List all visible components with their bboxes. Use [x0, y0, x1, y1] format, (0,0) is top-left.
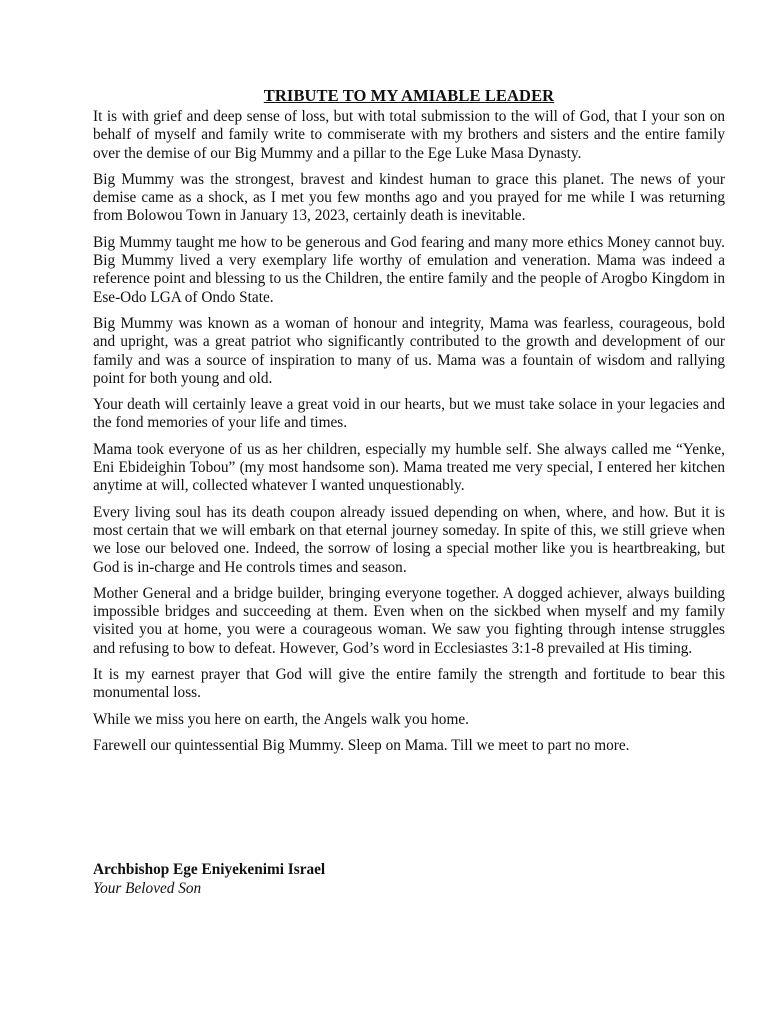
paragraph-prayer: It is my earnest prayer that God will give the entire family the strength and fortitude to bear this monumental loss. [93, 666, 725, 702]
paragraph-death-coupon: Every living soul has its death coupon already issued depending on when, where, and how. But it is most certain that we will embark on that eternal journey someday. In spite of this, we still grieve when we lose our beloved one. Indeed, the sorrow of losing a special mother like you is heartbreaking, but God is in-charge and He controls times and season. [93, 503, 725, 576]
signature-role: Your Beloved Son [93, 879, 202, 897]
paragraph-farewell: Farewell our quintessential Big Mummy. Sleep on Mama. Till we meet to part no more. [93, 736, 630, 754]
paragraph-honour: Big Mummy was known as a woman of honour and integrity, Mama was fearless, courageous, bold and upright, was a great patriot who significantly contributed to the growth and development of our family and was a source of inspiration to many of us. Mama was a fountain of wisdom and rallying point for both young and old. [93, 314, 725, 387]
document-title: TRIBUTE TO MY AMIABLE LEADER [263, 86, 555, 105]
paragraph-strongest: Big Mummy was the strongest, bravest and kindest human to grace this planet. The news of your demise came as a shock, as I met you few months ago and you prayed for me while I was returning from Bolowou Town in January 13, 2023, certainly death is inevitable. [93, 170, 725, 225]
paragraph-angels: While we miss you here on earth, the Angels walk you home. [93, 710, 469, 728]
signature-block [93, 861, 325, 898]
signature-name: Archbishop Ege Eniyekenimi Israel [93, 861, 326, 878]
paragraph-condolence: It is with grief and deep sense of loss, but with total submission to the will of God, that I your son on behalf of myself and family write to commiserate with my brothers and sisters and the entire family over the demise of our Big Mummy and a pillar to the Ege Luke Masa Dynasty. [93, 108, 725, 162]
paragraph-bridge-builder: Mother General and a bridge builder, bringing everyone together. A dogged achiever, always building impossible bridges and succeeding at them. Even when on the sickbed when myself and my family visited you at home, you were a courageous woman. We saw you fighting through intense struggles and refusing to bow to defeat. However, God’s word in Ecclesiastes 3:1-8 prevailed at His timing. [93, 584, 725, 657]
tribute-letter [93, 86, 725, 763]
paragraph-void: Your death will certainly leave a great void in our hearts, but we must take solace in your legacies and the fond memories of your life and times. [93, 396, 725, 432]
paragraph-children: Mama took everyone of us as her children, especially my humble self. She always called me “Yenke, Eni Ebideighin Tobou” (my most handsome son). Mama treated me very special, I entered her kitchen anytime at will, collected whatever I wanted unquestionably. [93, 440, 725, 495]
paragraph-generous: Big Mummy taught me how to be generous and God fearing and many more ethics Money cannot buy. Big Mummy lived a very exemplary life worthy of emulation and veneration. Mama was indeed a reference point and blessing to us the Children, the entire family and the people of Arogbo Kingdom in Ese-Odo LGA of Ondo State. [93, 233, 725, 306]
